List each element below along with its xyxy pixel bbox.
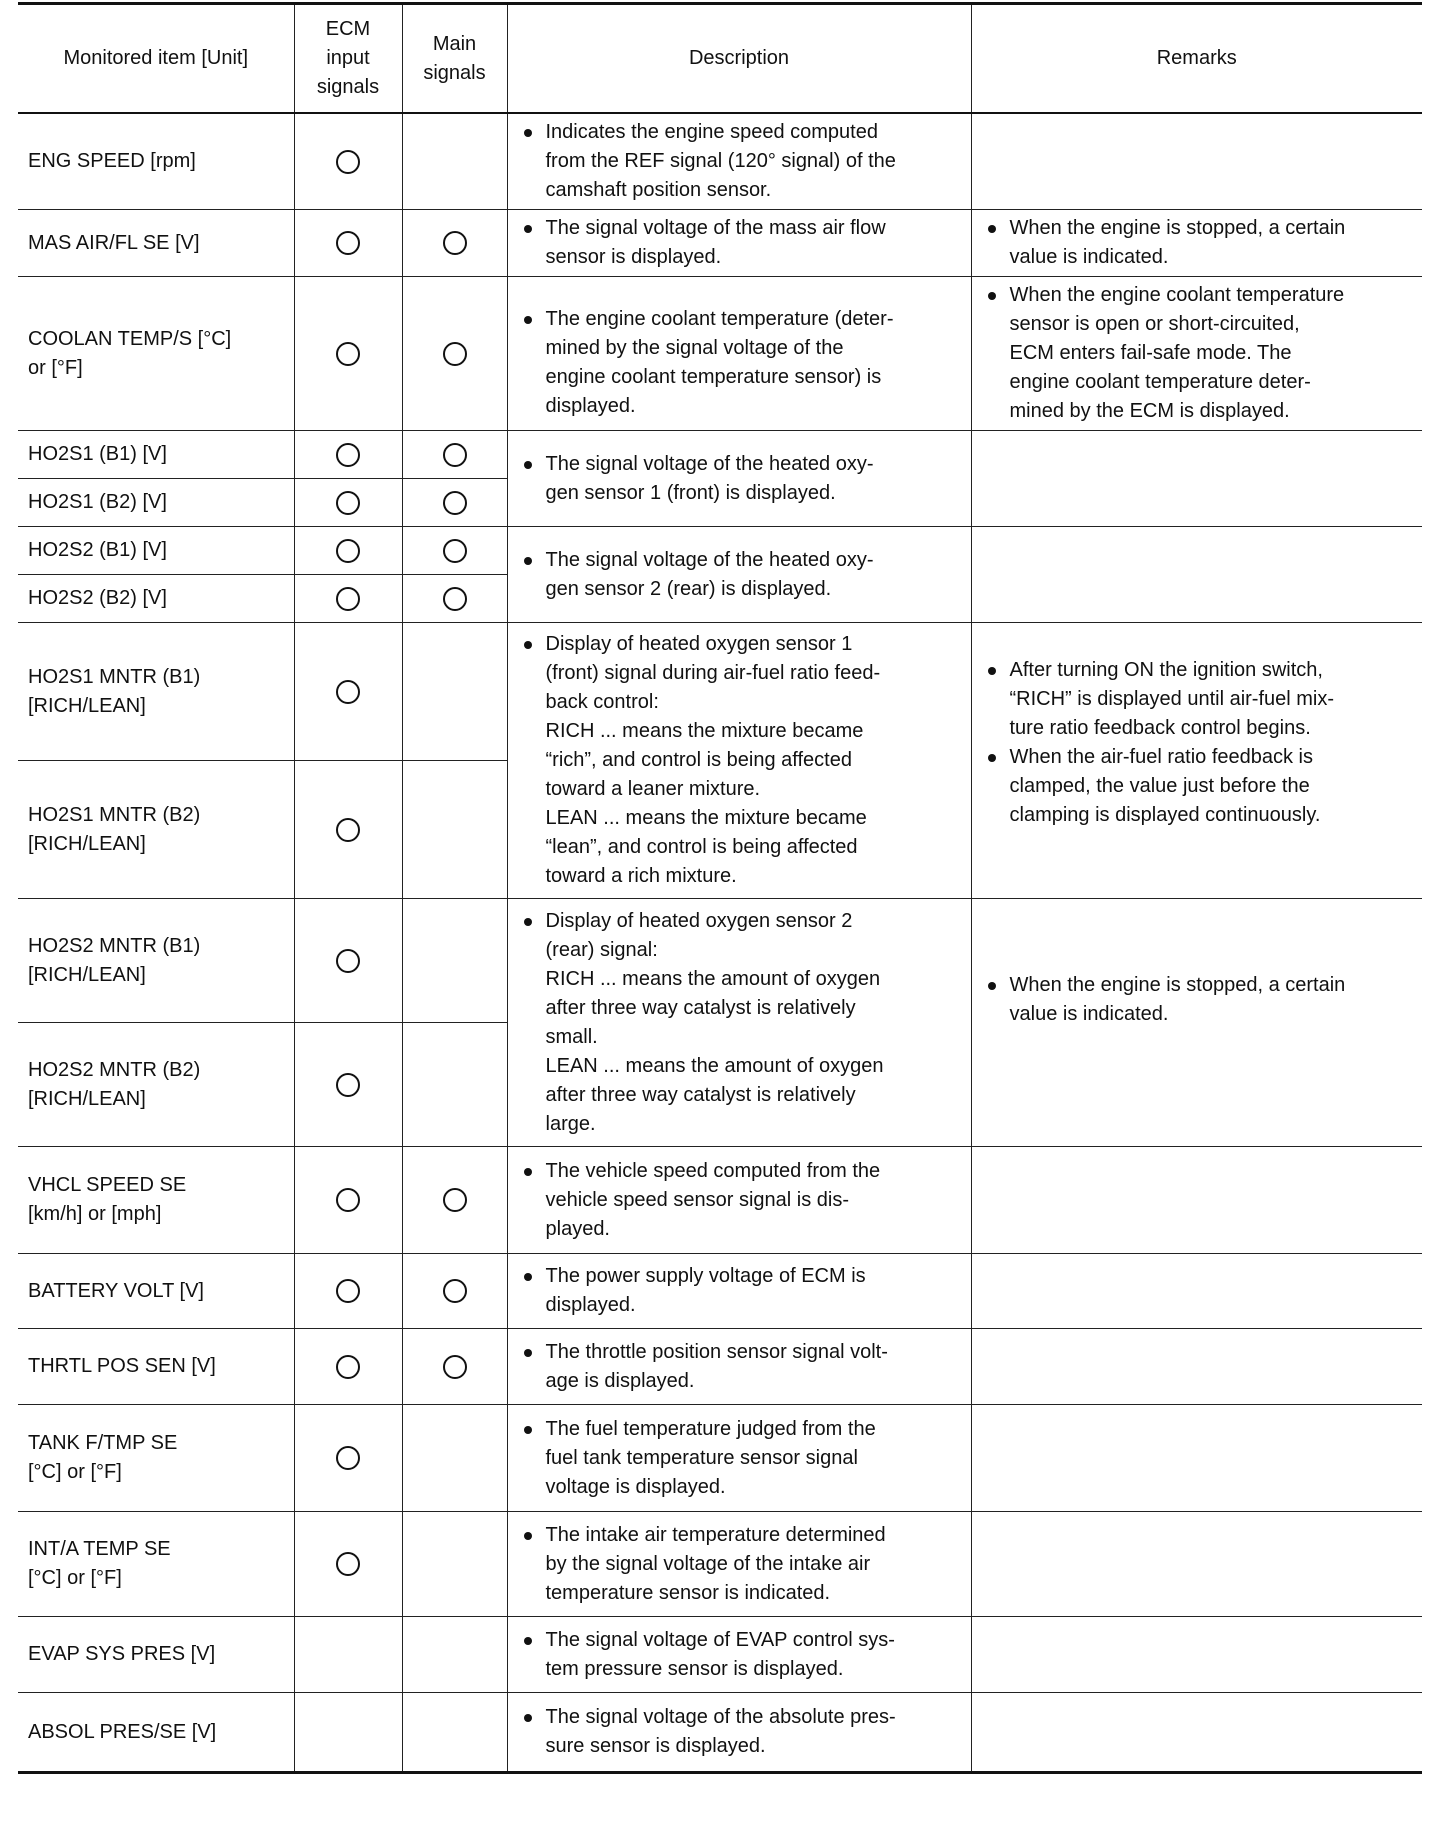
description-cell: The vehicle speed computed from the vehicle speed sensor signal is dis- played.: [507, 1147, 971, 1254]
description-cell: The signal voltage of the heated oxy- gen sensor 1 (front) is displayed.: [507, 431, 971, 527]
circle-mark-icon: [443, 231, 467, 255]
item-cell: COOLAN TEMP/S [°C] or [°F]: [18, 277, 294, 431]
description-cell: The signal voltage of the mass air flow sensor is displayed.: [507, 210, 971, 277]
bullet-icon: [524, 918, 532, 926]
table-row: [18, 1512, 1422, 1617]
main-cell: [402, 1512, 507, 1617]
item-cell: ABSOL PRES/SE [V]: [18, 1693, 294, 1773]
item-cell: VHCL SPEED SE [km/h] or [mph]: [18, 1147, 294, 1254]
description-cell: Display of heated oxygen sensor 1 (front) signal during air-fuel ratio feed- back control: RICH ... means the mixture became “rich”, and control is being affected toward a leaner mixture. LEAN ... means the mixture became “lean”, and control is being affected toward a rich mixture.: [507, 623, 971, 899]
description-cell: The power supply voltage of ECM is displayed.: [507, 1254, 971, 1329]
main-cell: [402, 899, 507, 1023]
circle-mark-icon: [336, 150, 360, 174]
description-cell: Indicates the engine speed computed from the REF signal (120° signal) of the camshaft position sensor.: [507, 113, 971, 210]
remarks-cell: When the engine is stopped, a certain value is indicated.: [971, 210, 1422, 277]
main-cell: [402, 277, 507, 431]
bullet-icon: [988, 225, 996, 233]
table-row: [18, 1254, 1422, 1329]
item-cell: HO2S1 MNTR (B2) [RICH/LEAN]: [18, 761, 294, 899]
remarks-cell: [971, 1405, 1422, 1512]
circle-mark-icon: [443, 491, 467, 515]
bullet-icon: [524, 225, 532, 233]
table-row: [18, 899, 1422, 1023]
bullet-icon: [524, 1637, 532, 1645]
ecm-cell: [294, 1023, 402, 1147]
remarks-cell: [971, 1512, 1422, 1617]
circle-mark-icon: [336, 949, 360, 973]
bullet-icon: [988, 667, 996, 675]
table-row: [18, 431, 1422, 479]
main-cell: [402, 575, 507, 623]
item-cell: BATTERY VOLT [V]: [18, 1254, 294, 1329]
ecm-cell: [294, 761, 402, 899]
circle-mark-icon: [336, 587, 360, 611]
main-cell: [402, 1147, 507, 1254]
item-cell: ENG SPEED [rpm]: [18, 113, 294, 210]
ecm-cell: [294, 113, 402, 210]
main-cell: [402, 210, 507, 277]
main-cell: [402, 479, 507, 527]
description-cell: The signal voltage of the absolute pres- sure sensor is displayed.: [507, 1693, 971, 1773]
item-cell: HO2S1 (B2) [V]: [18, 479, 294, 527]
remarks-cell: [971, 1693, 1422, 1773]
ecm-cell: [294, 623, 402, 761]
ecm-cell: [294, 1512, 402, 1617]
table-row: [18, 527, 1422, 575]
description-cell: The intake air temperature determined by the signal voltage of the intake air temperature sensor is indicated.: [507, 1512, 971, 1617]
item-cell: TANK F/TMP SE [°C] or [°F]: [18, 1405, 294, 1512]
circle-mark-icon: [336, 818, 360, 842]
table-row: [18, 113, 1422, 210]
description-cell: The fuel temperature judged from the fuel tank temperature sensor signal voltage is displayed.: [507, 1405, 971, 1512]
description-cell: Display of heated oxygen sensor 2 (rear) signal: RICH ... means the amount of oxygen after three way catalyst is relatively small. LEAN ... means the amount of oxygen after three way catalyst is relatively large.: [507, 899, 971, 1147]
item-cell: THRTL POS SEN [V]: [18, 1329, 294, 1405]
remarks-cell: [971, 1147, 1422, 1254]
ecm-cell: [294, 575, 402, 623]
remarks-cell: When the engine coolant temperature sensor is open or short-circuited, ECM enters fail-safe mode. The engine coolant temperature deter- mined by the ECM is displayed.: [971, 277, 1422, 431]
bullet-icon: [524, 1714, 532, 1722]
ecm-cell: [294, 1147, 402, 1254]
item-cell: INT/A TEMP SE [°C] or [°F]: [18, 1512, 294, 1617]
circle-mark-icon: [336, 1355, 360, 1379]
circle-mark-icon: [443, 587, 467, 611]
item-cell: HO2S1 MNTR (B1) [RICH/LEAN]: [18, 623, 294, 761]
header-row: [18, 4, 1422, 114]
circle-mark-icon: [336, 231, 360, 255]
bullet-icon: [524, 641, 532, 649]
main-cell: [402, 1693, 507, 1773]
ecm-cell: [294, 527, 402, 575]
circle-mark-icon: [336, 1279, 360, 1303]
circle-mark-icon: [443, 539, 467, 563]
item-cell: HO2S2 (B1) [V]: [18, 527, 294, 575]
circle-mark-icon: [336, 539, 360, 563]
main-cell: [402, 1329, 507, 1405]
circle-mark-icon: [443, 1355, 467, 1379]
header-ecm: ECM input signals: [294, 4, 402, 114]
ecm-cell: [294, 431, 402, 479]
item-cell: HO2S1 (B1) [V]: [18, 431, 294, 479]
ecm-cell: [294, 1617, 402, 1693]
main-cell: [402, 527, 507, 575]
circle-mark-icon: [336, 1073, 360, 1097]
table-row: [18, 1405, 1422, 1512]
bullet-icon: [524, 1168, 532, 1176]
table-row: [18, 1329, 1422, 1405]
bullet-icon: [988, 754, 996, 762]
header-item: Monitored item [Unit]: [18, 4, 294, 114]
header-main: Main signals: [402, 4, 507, 114]
circle-mark-icon: [443, 1188, 467, 1212]
main-cell: [402, 761, 507, 899]
remarks-cell: [971, 1329, 1422, 1405]
circle-mark-icon: [336, 1446, 360, 1470]
remarks-cell: [971, 527, 1422, 623]
circle-mark-icon: [443, 1279, 467, 1303]
ecm-cell: [294, 1405, 402, 1512]
remarks-cell: After turning ON the ignition switch, “RICH” is displayed until air-fuel mix- ture ratio feedback control begins. When the air-fuel ratio feedback is clamped, the value just before the clamping is displayed continuously.: [971, 623, 1422, 899]
ecm-cell: [294, 210, 402, 277]
item-cell: HO2S2 MNTR (B2) [RICH/LEAN]: [18, 1023, 294, 1147]
bullet-icon: [524, 1426, 532, 1434]
header-remarks: Remarks: [971, 4, 1422, 114]
description-cell: The engine coolant temperature (deter- mined by the signal voltage of the engine coolant temperature sensor) is displayed.: [507, 277, 971, 431]
circle-mark-icon: [443, 443, 467, 467]
main-cell: [402, 623, 507, 761]
circle-mark-icon: [336, 491, 360, 515]
table-row: [18, 277, 1422, 431]
main-cell: [402, 1617, 507, 1693]
description-cell: The throttle position sensor signal volt- age is displayed.: [507, 1329, 971, 1405]
circle-mark-icon: [336, 342, 360, 366]
item-cell: MAS AIR/FL SE [V]: [18, 210, 294, 277]
main-cell: [402, 113, 507, 210]
monitor-items-table: [18, 2, 1422, 1774]
ecm-cell: [294, 479, 402, 527]
circle-mark-icon: [336, 1552, 360, 1576]
main-cell: [402, 431, 507, 479]
ecm-cell: [294, 1254, 402, 1329]
table-row: [18, 1693, 1422, 1773]
bullet-icon: [988, 982, 996, 990]
item-cell: EVAP SYS PRES [V]: [18, 1617, 294, 1693]
description-cell: The signal voltage of EVAP control sys- tem pressure sensor is displayed.: [507, 1617, 971, 1693]
main-cell: [402, 1405, 507, 1512]
circle-mark-icon: [336, 1188, 360, 1212]
description-cell: The signal voltage of the heated oxy- gen sensor 2 (rear) is displayed.: [507, 527, 971, 623]
circle-mark-icon: [336, 443, 360, 467]
bullet-icon: [524, 129, 532, 137]
circle-mark-icon: [443, 342, 467, 366]
remarks-cell: [971, 113, 1422, 210]
remarks-cell: [971, 1617, 1422, 1693]
table-row: [18, 210, 1422, 277]
bullet-icon: [524, 1273, 532, 1281]
remarks-cell: [971, 431, 1422, 527]
item-cell: HO2S2 MNTR (B1) [RICH/LEAN]: [18, 899, 294, 1023]
circle-mark-icon: [336, 680, 360, 704]
table-row: [18, 1147, 1422, 1254]
ecm-cell: [294, 899, 402, 1023]
bullet-icon: [524, 1349, 532, 1357]
item-cell: HO2S2 (B2) [V]: [18, 575, 294, 623]
bullet-icon: [524, 316, 532, 324]
header-description: Description: [507, 4, 971, 114]
main-cell: [402, 1254, 507, 1329]
remarks-cell: [971, 1254, 1422, 1329]
main-cell: [402, 1023, 507, 1147]
remarks-cell: When the engine is stopped, a certain value is indicated.: [971, 899, 1422, 1147]
bullet-icon: [524, 1532, 532, 1540]
bullet-icon: [988, 292, 996, 300]
ecm-cell: [294, 1693, 402, 1773]
table-row: [18, 1617, 1422, 1693]
table-row: [18, 623, 1422, 761]
bullet-icon: [524, 461, 532, 469]
bullet-icon: [524, 557, 532, 565]
ecm-cell: [294, 277, 402, 431]
ecm-cell: [294, 1329, 402, 1405]
